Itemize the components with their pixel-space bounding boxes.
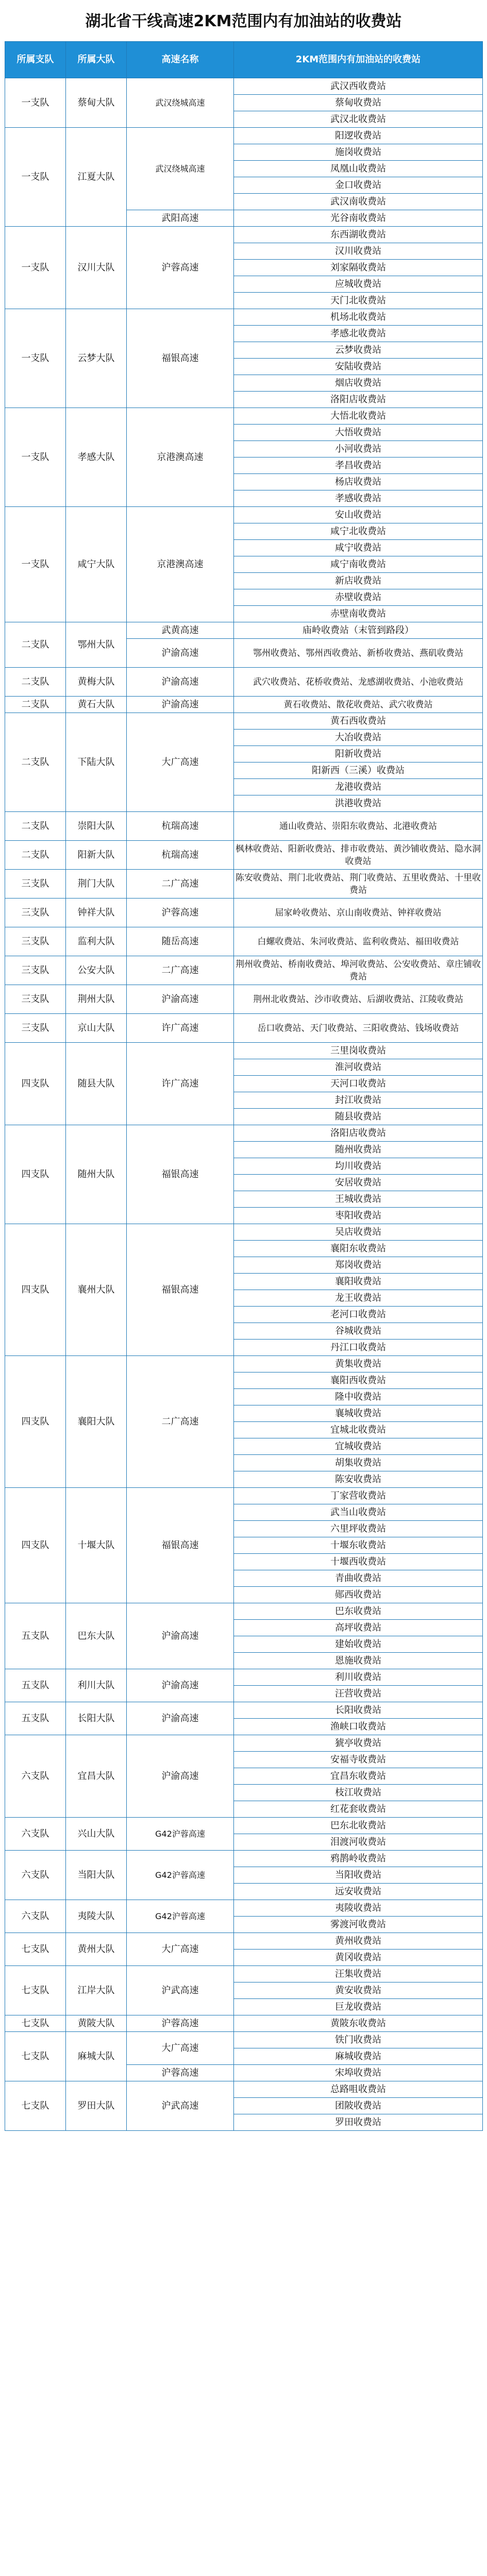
station-cell: 阳新收费站 [234,746,483,762]
road-cell: 沪武高速 [127,1966,234,2015]
dadui-cell: 巴东大队 [66,1603,127,1669]
dadui-cell: 阳新大队 [66,841,127,870]
table-row [5,1356,483,1372]
table-row [5,1933,483,1950]
road-cell: 许广高速 [127,1043,234,1125]
dadui-cell: 监利大队 [66,927,127,956]
road-cell: 大广高速 [127,713,234,812]
dadui-cell: 十堰大队 [66,1488,127,1603]
station-cell: 利川收费站 [234,1669,483,1686]
station-cell: 武汉南收费站 [234,194,483,210]
station-cell: 汪营收费站 [234,1686,483,1702]
table-row [5,1125,483,1142]
zhidui-cell: 三支队 [5,985,66,1014]
road-cell: 沪渝高速 [127,985,234,1014]
dadui-cell: 咸宁大队 [66,507,127,622]
road-cell: 二广高速 [127,956,234,985]
station-cell: 洛阳店收费站 [234,392,483,408]
station-cell: 庙岭收费站（末管到路段） [234,622,483,639]
road-cell: 福银高速 [127,309,234,408]
table-row [5,1818,483,1834]
table-row [5,1603,483,1620]
dadui-cell: 荆州大队 [66,985,127,1014]
station-cell: 枫林收费站、阳新收费站、排市收费站、黄沙铺收费站、隐水洞收费站 [234,841,483,870]
dadui-cell: 崇阳大队 [66,812,127,841]
station-cell: 安福寺收费站 [234,1752,483,1768]
zhidui-cell: 一支队 [5,309,66,408]
station-cell: 枝江收费站 [234,1785,483,1801]
station-cell: 谷城收费站 [234,1323,483,1340]
station-cell: 猇亭收费站 [234,1735,483,1752]
road-cell: 沪渝高速 [127,1669,234,1702]
station-cell: 应城收费站 [234,276,483,293]
station-cell: 云梦收费站 [234,342,483,359]
station-cell: 安陆收费站 [234,359,483,375]
road-cell: 大广高速 [127,1933,234,1966]
table-row [5,507,483,523]
zhidui-cell: 一支队 [5,128,66,227]
zhidui-cell: 四支队 [5,1356,66,1488]
station-cell: 黄冈收费站 [234,1950,483,1966]
road-cell: 沪渝高速 [127,1735,234,1818]
dadui-cell: 钟祥大队 [66,899,127,927]
station-cell: 枣阳收费站 [234,1208,483,1224]
dadui-cell: 荆门大队 [66,870,127,899]
station-cell: 凤凰山收费站 [234,161,483,177]
zhidui-cell: 一支队 [5,507,66,622]
dadui-cell: 黄石大队 [66,697,127,713]
station-cell: 总路咀收费站 [234,2081,483,2098]
station-cell: 汪集收费站 [234,1966,483,1982]
zhidui-cell: 七支队 [5,2032,66,2081]
table-row [5,1900,483,1917]
dadui-cell: 随县大队 [66,1043,127,1125]
station-cell: 宜城北收费站 [234,1422,483,1438]
station-cell: 咸宁北收费站 [234,523,483,540]
station-cell: 十堰东收费站 [234,1537,483,1554]
station-cell: 孝感收费站 [234,490,483,507]
station-cell: 夷陵收费站 [234,1900,483,1917]
road-cell: 武汉绕城高速 [127,128,234,210]
table-row [5,1966,483,1982]
zhidui-cell: 三支队 [5,956,66,985]
table-row [5,1014,483,1043]
station-cell: 施岗收费站 [234,144,483,161]
dadui-cell: 汉川大队 [66,227,127,309]
station-cell: 刘家隔收费站 [234,260,483,276]
road-cell: G42沪蓉高速 [127,1851,234,1900]
station-cell: 黄集收费站 [234,1356,483,1372]
dadui-cell: 云梦大队 [66,309,127,408]
dadui-cell: 江夏大队 [66,128,127,227]
zhidui-cell: 一支队 [5,78,66,128]
station-cell: 青曲收费站 [234,1570,483,1587]
header-stations: 2KM范围内有加油站的收费站 [234,42,483,78]
station-cell: 东西湖收费站 [234,227,483,243]
station-cell: 团陂收费站 [234,2098,483,2114]
table-row [5,1224,483,1241]
station-cell: 襄阳西收费站 [234,1372,483,1389]
road-cell: 杭瑞高速 [127,841,234,870]
station-cell: 老河口收费站 [234,1307,483,1323]
road-cell: 京港澳高速 [127,408,234,507]
table-row [5,2032,483,2048]
station-cell: 长阳收费站 [234,1702,483,1719]
dadui-cell: 鄂州大队 [66,622,127,668]
station-cell: 安居收费站 [234,1175,483,1191]
station-cell: 洪港收费站 [234,795,483,812]
station-cell: 武当山收费站 [234,1504,483,1521]
station-cell: 大冶收费站 [234,730,483,746]
dadui-cell: 江岸大队 [66,1966,127,2015]
station-cell: 郑岗收费站 [234,1257,483,1274]
zhidui-cell: 一支队 [5,408,66,507]
station-cell: 黄石收费站、散花收费站、武穴收费站 [234,697,483,713]
station-cell: 襄阳东收费站 [234,1241,483,1257]
road-cell: G42沪蓉高速 [127,1818,234,1851]
road-cell: 二广高速 [127,1356,234,1488]
zhidui-cell: 七支队 [5,2081,66,2131]
station-cell: 随县收费站 [234,1109,483,1125]
zhidui-cell: 五支队 [5,1603,66,1669]
station-cell: 武穴收费站、花桥收费站、龙感湖收费站、小池收费站 [234,668,483,697]
station-cell: 汉川收费站 [234,243,483,260]
zhidui-cell: 三支队 [5,1014,66,1043]
station-cell: 小河收费站 [234,441,483,457]
station-cell: 新店收费站 [234,573,483,589]
station-cell: 红花套收费站 [234,1801,483,1818]
zhidui-cell: 六支队 [5,1735,66,1818]
station-cell: 丁家营收费站 [234,1488,483,1504]
station-cell: 白螺收费站、朱河收费站、监利收费站、福田收费站 [234,927,483,956]
station-cell: 渔峡口收费站 [234,1719,483,1735]
zhidui-cell: 二支队 [5,841,66,870]
zhidui-cell: 二支队 [5,668,66,697]
zhidui-cell: 七支队 [5,2015,66,2032]
station-cell: 三里岗收费站 [234,1043,483,1059]
station-cell: 宜城收费站 [234,1438,483,1455]
dadui-cell: 宜昌大队 [66,1735,127,1818]
dadui-cell: 当阳大队 [66,1851,127,1900]
dadui-cell: 黄州大队 [66,1933,127,1966]
road-cell: 大广高速 [127,2032,234,2065]
table-row [5,1851,483,1867]
station-cell: 恩施收费站 [234,1653,483,1669]
zhidui-cell: 三支队 [5,927,66,956]
dadui-cell: 黄梅大队 [66,668,127,697]
table-row [5,1669,483,1686]
header-road: 高速名称 [127,42,234,78]
station-cell: 龙王收费站 [234,1290,483,1307]
station-cell: 封江收费站 [234,1092,483,1109]
station-cell: 烟店收费站 [234,375,483,392]
zhidui-cell: 七支队 [5,1966,66,2015]
dadui-cell: 夷陵大队 [66,1900,127,1933]
station-cell: 黄陂东收费站 [234,2015,483,2032]
station-cell: 安山收费站 [234,507,483,523]
zhidui-cell: 二支队 [5,622,66,668]
road-cell: 沪渝高速 [127,639,234,668]
station-cell: 巨龙收费站 [234,1999,483,2015]
station-cell: 机场北收费站 [234,309,483,326]
station-cell: 宋埠收费站 [234,2065,483,2081]
station-cell: 蔡甸收费站 [234,95,483,111]
dadui-cell: 利川大队 [66,1669,127,1702]
table-row [5,713,483,730]
zhidui-cell: 六支队 [5,1900,66,1933]
station-cell: 建始收费站 [234,1636,483,1653]
station-cell: 隆中收费站 [234,1389,483,1405]
table-row [5,668,483,697]
station-cell: 荆州北收费站、沙市收费站、后湖收费站、江陵收费站 [234,985,483,1014]
station-cell: 岳口收费站、天门收费站、三阳收费站、钱场收费站 [234,1014,483,1043]
station-cell: 大悟北收费站 [234,408,483,425]
zhidui-cell: 四支队 [5,1488,66,1603]
station-cell: 赤壁南收费站 [234,606,483,622]
station-cell: 黄安收费站 [234,1982,483,1999]
road-cell: 沪蓉高速 [127,2015,234,2032]
zhidui-cell: 三支队 [5,899,66,927]
road-cell: 沪蓉高速 [127,899,234,927]
dadui-cell: 蔡甸大队 [66,78,127,128]
station-cell: 均川收费站 [234,1158,483,1175]
station-cell: 陈安收费站、荆门北收费站、荆门收费站、五里收费站、十里收费站 [234,870,483,899]
zhidui-cell: 六支队 [5,1818,66,1851]
table-row [5,841,483,870]
table-row [5,2015,483,2032]
road-cell: 京港澳高速 [127,507,234,622]
station-cell: 阳新西（三溪）收费站 [234,762,483,779]
road-cell: 武黄高速 [127,622,234,639]
station-cell: 王城收费站 [234,1191,483,1208]
table-header-row [5,42,483,78]
station-cell: 黄石西收费站 [234,713,483,730]
zhidui-cell: 一支队 [5,227,66,309]
table-row [5,697,483,713]
station-cell: 金口收费站 [234,177,483,194]
road-cell: 随岳高速 [127,927,234,956]
station-cell: 屈家岭收费站、京山南收费站、钟祥收费站 [234,899,483,927]
dadui-cell: 黄陂大队 [66,2015,127,2032]
dadui-cell: 麻城大队 [66,2032,127,2081]
station-cell: 通山收费站、崇阳东收费站、北港收费站 [234,812,483,841]
road-cell: 沪蓉高速 [127,227,234,309]
station-cell: 郧西收费站 [234,1587,483,1603]
zhidui-cell: 四支队 [5,1043,66,1125]
road-cell: 沪蓉高速 [127,2065,234,2081]
road-cell: 沪渝高速 [127,697,234,713]
dadui-cell: 罗田大队 [66,2081,127,2131]
station-cell: 陈安收费站 [234,1471,483,1488]
toll-station-table [5,41,483,2131]
table-row [5,78,483,95]
road-cell: G42沪蓉高速 [127,1900,234,1933]
station-cell: 铁门收费站 [234,2032,483,2048]
station-cell: 巴东北收费站 [234,1818,483,1834]
station-cell: 远安收费站 [234,1884,483,1900]
dadui-cell: 下陆大队 [66,713,127,812]
road-cell: 二广高速 [127,870,234,899]
road-cell: 福银高速 [127,1488,234,1603]
header-zhidui: 所属支队 [5,42,66,78]
zhidui-cell: 五支队 [5,1669,66,1702]
station-cell: 天河口收费站 [234,1076,483,1092]
station-cell: 鄂州收费站、鄂州西收费站、新桥收费站、燕矶收费站 [234,639,483,668]
station-cell: 龙港收费站 [234,779,483,795]
station-cell: 天门北收费站 [234,293,483,309]
dadui-cell: 孝感大队 [66,408,127,507]
zhidui-cell: 五支队 [5,1702,66,1735]
road-cell: 沪武高速 [127,2081,234,2131]
station-cell: 泪渡河收费站 [234,1834,483,1851]
station-cell: 巴东收费站 [234,1603,483,1620]
road-cell: 沪渝高速 [127,1603,234,1669]
table-row [5,408,483,425]
dadui-cell: 襄阳大队 [66,1356,127,1488]
road-cell: 福银高速 [127,1125,234,1224]
station-cell: 咸宁收费站 [234,540,483,556]
station-cell: 胡集收费站 [234,1455,483,1471]
station-cell: 随州收费站 [234,1142,483,1158]
zhidui-cell: 二支队 [5,812,66,841]
dadui-cell: 兴山大队 [66,1818,127,1851]
page-title: 湖北省干线高速2KM范围内有加油站的收费站 [85,12,402,30]
station-cell: 黄州收费站 [234,1933,483,1950]
station-cell: 吴店收费站 [234,1224,483,1241]
zhidui-cell: 四支队 [5,1125,66,1224]
zhidui-cell: 七支队 [5,1933,66,1966]
table-row [5,812,483,841]
dadui-cell: 公安大队 [66,956,127,985]
road-cell: 福银高速 [127,1224,234,1356]
station-cell: 丹江口收费站 [234,1340,483,1356]
table-row [5,622,483,639]
station-cell: 鸦鹊岭收费站 [234,1851,483,1867]
station-cell: 武汉北收费站 [234,111,483,128]
table-row [5,1488,483,1504]
station-cell: 十堰西收费站 [234,1554,483,1570]
station-cell: 赤壁收费站 [234,589,483,606]
station-cell: 高坪收费站 [234,1620,483,1636]
header-dadui: 所属大队 [66,42,127,78]
table-row [5,128,483,144]
station-cell: 咸宁南收费站 [234,556,483,573]
station-cell: 当阳收费站 [234,1867,483,1884]
road-cell: 沪渝高速 [127,668,234,697]
road-cell: 许广高速 [127,1014,234,1043]
station-cell: 武汉西收费站 [234,78,483,95]
table-body [5,78,483,2131]
table-row [5,1735,483,1752]
table-row [5,1043,483,1059]
dadui-cell: 襄州大队 [66,1224,127,1356]
station-cell: 六里坪收费站 [234,1521,483,1537]
station-cell: 麻城收费站 [234,2048,483,2065]
station-cell: 孝昌收费站 [234,457,483,474]
table-row [5,227,483,243]
table-row [5,309,483,326]
zhidui-cell: 三支队 [5,870,66,899]
station-cell: 大悟收费站 [234,425,483,441]
station-cell: 洛阳店收费站 [234,1125,483,1142]
station-cell: 淮河收费站 [234,1059,483,1076]
table-row [5,956,483,985]
station-cell: 杨店收费站 [234,474,483,490]
station-cell: 罗田收费站 [234,2114,483,2131]
station-cell: 雾渡河收费站 [234,1917,483,1933]
road-cell: 杭瑞高速 [127,812,234,841]
table-row [5,985,483,1014]
road-cell: 武阳高速 [127,210,234,227]
station-cell: 宜昌东收费站 [234,1768,483,1785]
station-cell: 孝感北收费站 [234,326,483,342]
zhidui-cell: 六支队 [5,1851,66,1900]
zhidui-cell: 二支队 [5,713,66,812]
table-row [5,870,483,899]
station-cell: 襄阳收费站 [234,1274,483,1290]
road-cell: 沪渝高速 [127,1702,234,1735]
table-row [5,899,483,927]
dadui-cell: 随州大队 [66,1125,127,1224]
road-cell: 武汉绕城高速 [127,78,234,128]
table-row [5,2081,483,2098]
dadui-cell: 京山大队 [66,1014,127,1043]
table-row [5,927,483,956]
station-cell: 荆州收费站、桥南收费站、埠河收费站、公安收费站、章庄铺收费站 [234,956,483,985]
station-cell: 阳逻收费站 [234,128,483,144]
zhidui-cell: 四支队 [5,1224,66,1356]
station-cell: 光谷南收费站 [234,210,483,227]
zhidui-cell: 二支队 [5,697,66,713]
table-row [5,1702,483,1719]
station-cell: 襄城收费站 [234,1405,483,1422]
dadui-cell: 长阳大队 [66,1702,127,1735]
